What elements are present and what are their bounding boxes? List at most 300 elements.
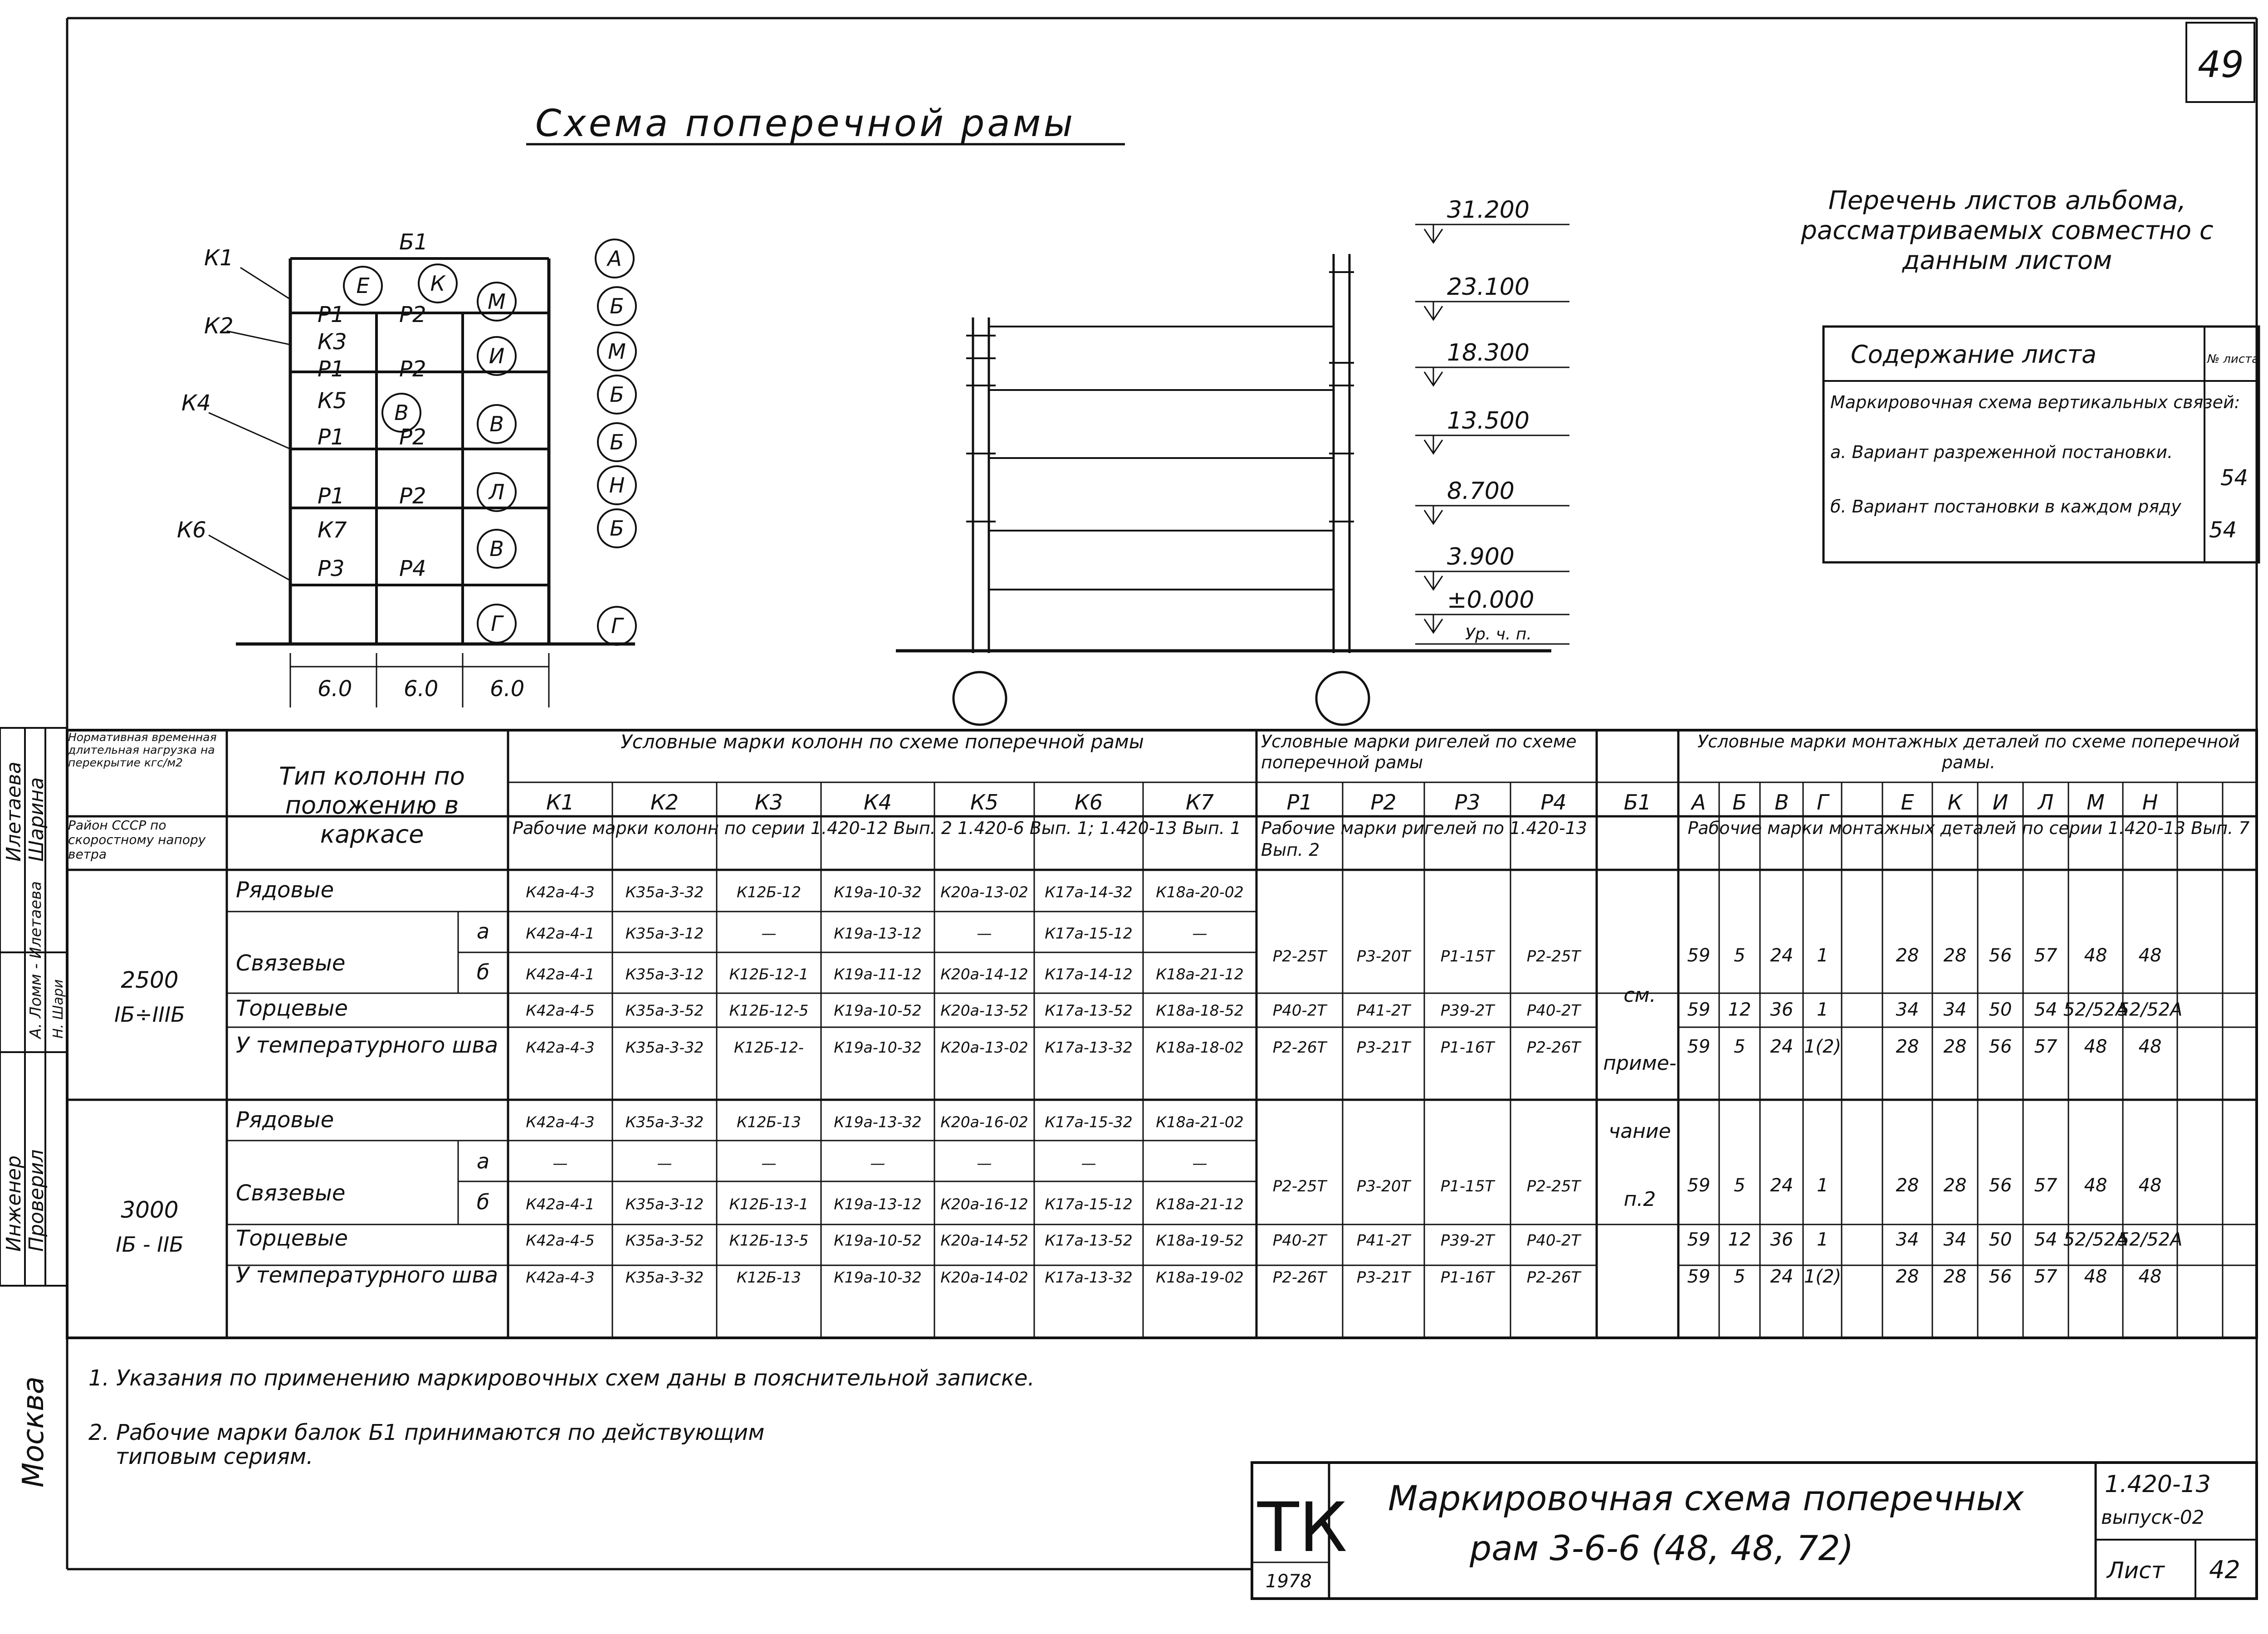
detail-mark-cell: 48 <box>2084 1175 2107 1196</box>
column-mark-cell: К42а-4-3 <box>526 1113 595 1131</box>
rigel-mark-cell: Р39-2Т <box>1440 1231 1495 1250</box>
svg-text:М: М <box>608 339 626 364</box>
detail-mark-cell: 1 <box>1817 1175 1828 1196</box>
stamp-signature: Н. Шари <box>50 979 66 1039</box>
rigel-mark-cell: Р3-20Т <box>1356 1177 1411 1195</box>
notes <box>88 1366 1035 1469</box>
drawing-title: рам 3-6-6 (48, 48, 72) <box>1470 1528 1854 1568</box>
column-mark-cell: К19а-13-12 <box>834 924 922 942</box>
merged-note: см. приме- чание п.2 <box>1603 984 1677 1211</box>
detail-mark-cell: 56 <box>1989 1266 2012 1288</box>
column-mark-header: К4 <box>864 790 892 815</box>
span-dim: 6.0 <box>490 676 525 702</box>
header-columns: Условные марки колонн по схеме поперечной рамы <box>621 731 1144 753</box>
series-no: 1.420-13 <box>2105 1471 2211 1498</box>
column-mark-cell: К19а-11-12 <box>834 965 922 983</box>
column-mark-cell: К35а-3-32 <box>625 1039 704 1057</box>
rigel-label: Р1 <box>318 356 345 382</box>
detail-mark-header: М <box>2087 790 2105 815</box>
detail-mark-cell: 1 <box>1817 999 1828 1020</box>
drawing-title: Маркировочная схема поперечных <box>1388 1478 2024 1518</box>
rigel-mark-cell: Р41-2Т <box>1356 1231 1411 1250</box>
column-mark-cell: К42а-4-1 <box>526 924 595 942</box>
svg-text:Б: Б <box>610 294 624 318</box>
column-label: К7 <box>318 517 347 543</box>
detail-mark-cell: 36 <box>1770 999 1794 1020</box>
detail-mark-cell: 1(2) <box>1804 1266 1842 1288</box>
rigel-mark-cell: Р2-25Т <box>1526 1177 1581 1195</box>
detail-mark-cell: 56 <box>1989 1036 2012 1058</box>
column-mark-cell: К20а-13-52 <box>940 1001 1028 1019</box>
column-mark-cell: К17а-14-12 <box>1045 965 1133 983</box>
column-mark-cell: К20а-14-12 <box>940 965 1028 983</box>
column-mark-cell: К17а-14-32 <box>1045 883 1133 901</box>
detail-mark-cell: 59 <box>1687 945 1711 966</box>
related-text: а. Вариант разреженной постановки. <box>1830 442 2173 462</box>
rigel-label: Р2 <box>399 356 426 382</box>
rigel-label: Р1 <box>318 483 345 509</box>
rigel-mark-cell: Р1-16Т <box>1440 1039 1495 1057</box>
column-mark-cell: — <box>657 1154 672 1172</box>
svg-text:Г: Г <box>611 614 623 638</box>
column-mark-cell: К42а-4-1 <box>526 965 595 983</box>
detail-mark-header: В <box>1774 790 1789 815</box>
column-label: К2 <box>204 313 234 339</box>
detail-mark-cell: 34 <box>1943 1229 1967 1250</box>
column-mark-cell: К20а-14-52 <box>940 1231 1028 1249</box>
column-label: К4 <box>181 390 211 416</box>
detail-mark-cell: 57 <box>2034 1036 2058 1058</box>
svg-text:Г: Г <box>491 611 503 636</box>
header-type: Тип колонн по положению в каркасе <box>279 762 465 849</box>
column-mark-header: К2 <box>650 790 679 815</box>
span-dim: 6.0 <box>318 676 352 702</box>
detail-circle <box>598 423 636 461</box>
column-label: К6 <box>177 517 206 543</box>
related-sheets <box>1760 186 2259 562</box>
detail-mark-cell: 48 <box>2084 1266 2107 1288</box>
detail-circle <box>478 283 516 321</box>
svg-text:Б: Б <box>610 430 624 454</box>
detail-mark-cell: 28 <box>1943 1175 1967 1196</box>
detail-circle <box>598 607 636 645</box>
column-mark-cell: К19а-10-32 <box>834 1039 922 1057</box>
svg-text:К: К <box>430 271 445 296</box>
rigel-label: Р4 <box>399 556 426 581</box>
column-mark-cell: К20а-13-02 <box>940 1039 1028 1057</box>
stamp-role: Проверил <box>25 1149 48 1252</box>
detail-circle <box>596 239 634 278</box>
detail-mark-header: Л <box>2038 790 2054 815</box>
column-mark-cell: — <box>552 1154 568 1172</box>
column-mark-cell: К18а-20-02 <box>1156 883 1244 901</box>
rigel-mark-cell: Р40-2Т <box>1526 1001 1581 1020</box>
column-mark-cell: К18а-21-12 <box>1156 965 1244 983</box>
column-mark-cell: — <box>1192 924 1207 942</box>
detail-mark-cell: 1 <box>1817 945 1828 966</box>
issue-no: выпуск-02 <box>2101 1506 2204 1528</box>
column-mark-header: К5 <box>970 790 998 815</box>
svg-text:В: В <box>489 537 504 561</box>
detail-mark-cell: 12 <box>1728 999 1751 1020</box>
rigel-mark-cell: Р3-21Т <box>1356 1039 1411 1057</box>
rigel-mark-cell: Р3-20Т <box>1356 947 1411 966</box>
detail-mark-cell: 50 <box>1989 999 2012 1020</box>
rigel-mark-cell: Р2-25Т <box>1526 947 1581 966</box>
column-mark-cell: К12Б-13-1 <box>729 1195 809 1213</box>
note-1: 1. Указания по применению маркировочных схем даны в пояснительной записке. <box>88 1366 1035 1391</box>
column-mark-cell: К42а-4-3 <box>526 1039 595 1057</box>
rigel-mark-cell: Р2-26Т <box>1526 1268 1581 1287</box>
column-label: К5 <box>318 388 347 414</box>
detail-circle <box>598 466 636 504</box>
column-mark-cell: — <box>870 1154 885 1172</box>
rigel-mark-cell: Р3-21Т <box>1356 1268 1411 1287</box>
svg-text:Н: Н <box>609 473 625 498</box>
column-mark-cell: К18а-18-52 <box>1156 1001 1244 1019</box>
detail-circle <box>478 337 516 375</box>
column-mark-cell: К12Б-13 <box>737 1268 801 1287</box>
group-region: IБ - IIБ <box>116 1232 184 1257</box>
detail-mark-cell: 54 <box>2034 999 2058 1020</box>
detail-mark-cell: 36 <box>1770 1229 1794 1250</box>
series-columns: Рабочие марки колонн по серии 1.420-12 Вып. 2 1.420-6 Вып. 1; 1.420-13 Вып. 1 <box>513 818 1242 838</box>
stamp-role: Инженер <box>2 1155 25 1252</box>
detail-mark-cell: 28 <box>1943 1266 1967 1288</box>
detail-mark-header: А <box>1691 790 1706 815</box>
rigel-label: Р2 <box>399 302 426 327</box>
column-mark-cell: К18а-21-02 <box>1156 1113 1244 1131</box>
group-load: 3000 <box>121 1197 179 1223</box>
column-mark-cell: К20а-13-02 <box>940 883 1028 901</box>
rigel-mark-cell: Р2-26Т <box>1272 1268 1327 1287</box>
detail-mark-header: К <box>1947 790 1963 815</box>
detail-mark-cell: 48 <box>2138 945 2162 966</box>
elevation-mark: 3.900 <box>1447 543 1515 571</box>
column-mark-cell: К18а-19-52 <box>1156 1231 1244 1249</box>
column-mark-cell: К18а-19-02 <box>1156 1268 1244 1287</box>
series-details: Рабочие марки монтажных деталей по серии 1.420-13 Вып. 7 <box>1687 818 2250 838</box>
column-mark-cell: К17а-13-52 <box>1045 1001 1133 1019</box>
elevation-mark: 31.200 <box>1447 196 1530 224</box>
rigel-label: Р1 <box>318 302 345 327</box>
header-details: Условные марки монтажных деталей по схеме поперечной рамы. <box>1697 732 2240 772</box>
detail-mark-cell: 52/52А <box>2063 999 2128 1020</box>
column-mark-cell: К12Б-13 <box>737 1113 801 1131</box>
detail-mark-cell: 12 <box>1728 1229 1751 1250</box>
page-number: 49 <box>2198 44 2244 86</box>
rigel-mark-cell: Р40-2Т <box>1526 1231 1581 1250</box>
title-logo: ТК <box>1257 1488 1348 1567</box>
header-rigels: Условные марки ригелей по схеме поперечной рамы <box>1261 732 1577 772</box>
elevation-mark: Ур. ч. п. <box>1465 625 1532 644</box>
detail-circle <box>598 376 636 414</box>
header-region: Район СССР по скоростному напору ветра <box>68 818 206 862</box>
column-mark-cell: К18а-18-02 <box>1156 1039 1244 1057</box>
marks-table-body <box>114 878 2182 1288</box>
detail-mark-cell: 59 <box>1687 999 1711 1020</box>
rigel-mark-cell: Р2-25Т <box>1272 1177 1327 1195</box>
elevation-mark: 18.300 <box>1447 339 1530 366</box>
detail-mark-cell: 24 <box>1770 1266 1794 1288</box>
column-mark-cell: К42а-4-3 <box>526 1268 595 1287</box>
rigel-mark-header: Р4 <box>1540 790 1567 815</box>
column-mark-header: К7 <box>1186 790 1214 815</box>
elevation-mark: 13.500 <box>1447 407 1530 434</box>
row-subtype: а <box>476 1149 490 1174</box>
detail-mark-cell: 34 <box>1896 999 1919 1020</box>
svg-text:В: В <box>489 412 504 436</box>
column-mark-cell: К19а-13-32 <box>834 1113 922 1131</box>
column-mark-cell: К19а-13-12 <box>834 1195 922 1213</box>
detail-mark-cell: 24 <box>1770 1036 1794 1058</box>
svg-text:Б: Б <box>610 382 624 407</box>
elevation-labels <box>1447 196 1534 644</box>
column-mark-cell: — <box>761 924 777 942</box>
row-subtype: а <box>476 919 490 944</box>
column-mark-cell: К18а-21-12 <box>1156 1195 1244 1213</box>
row-type: У температурного шва <box>236 1033 499 1058</box>
rigel-label: Р2 <box>399 424 426 450</box>
detail-mark-cell: 34 <box>1943 999 1967 1020</box>
detail-mark-cell: 59 <box>1687 1266 1711 1288</box>
row-type: Торцевые <box>236 995 348 1021</box>
detail-mark-cell: 28 <box>1896 1175 1919 1196</box>
column-mark-cell: К17а-15-32 <box>1045 1113 1133 1131</box>
rigel-label: Р1 <box>318 424 345 450</box>
detail-mark-cell: 28 <box>1943 945 1967 966</box>
column-mark-cell: К19а-10-52 <box>834 1001 922 1019</box>
column-mark-cell: — <box>1081 1154 1096 1172</box>
column-mark-cell: К17а-15-12 <box>1045 924 1133 942</box>
column-mark-cell: К42а-4-3 <box>526 883 595 901</box>
series-rigels: Рабочие марки ригелей по 1.420-13 Вып. 2 <box>1261 818 1587 860</box>
detail-mark-cell: 28 <box>1896 1036 1919 1058</box>
detail-mark-cell: 52/52А <box>2117 999 2183 1020</box>
column-mark-cell: К35а-3-52 <box>625 1001 704 1019</box>
span-dim: 6.0 <box>404 676 439 702</box>
detail-mark-cell: 59 <box>1687 1229 1711 1250</box>
related-text: Маркировочная схема вертикальных связей: <box>1830 392 2240 412</box>
column-mark-cell: К12Б-12-1 <box>729 965 809 983</box>
sheet-label: Лист <box>2107 1557 2165 1584</box>
column-mark-cell: К35а-3-12 <box>625 1195 704 1213</box>
column-mark-cell: К35а-3-32 <box>625 1268 704 1287</box>
detail-mark-cell: 48 <box>2138 1266 2162 1288</box>
row-subtype: б <box>476 960 490 985</box>
rigel-mark-cell: Р41-2Т <box>1356 1001 1411 1020</box>
column-mark-cell: К17а-13-52 <box>1045 1231 1133 1249</box>
rigel-mark-header: Р2 <box>1370 790 1397 815</box>
row-type: Рядовые <box>236 877 334 903</box>
column-mark-cell: К17а-15-12 <box>1045 1195 1133 1213</box>
detail-mark-cell: 48 <box>2138 1036 2162 1058</box>
detail-mark-cell: 1(2) <box>1804 1036 1842 1058</box>
column-mark-cell: К20а-16-12 <box>940 1195 1028 1213</box>
column-mark-cell: — <box>977 924 992 942</box>
rigel-mark-header: Б1 <box>1623 790 1652 815</box>
mark-headers <box>546 790 2158 815</box>
column-mark-cell: К17а-13-32 <box>1045 1268 1133 1287</box>
header-load: Нормативная временная длительная нагрузка на перекрытие кгс/м2 <box>68 731 217 769</box>
beam-label: Б1 <box>399 229 428 255</box>
detail-mark-cell: 52/52А <box>2063 1229 2128 1250</box>
detail-circle <box>598 287 636 325</box>
rigel-mark-cell: Р1-15Т <box>1440 947 1495 966</box>
column-mark-cell: К42а-4-5 <box>526 1001 595 1019</box>
column-mark-cell: — <box>977 1154 992 1172</box>
detail-mark-cell: 50 <box>1989 1229 2012 1250</box>
rigel-mark-cell: Р2-25Т <box>1272 947 1327 966</box>
column-label: К1 <box>204 245 234 271</box>
detail-circle <box>478 405 516 443</box>
column-mark-header: К6 <box>1075 790 1103 815</box>
row-type: Связевые <box>236 951 346 976</box>
svg-text:Л: Л <box>489 480 505 504</box>
rigel-mark-cell: Р1-16Т <box>1440 1268 1495 1287</box>
rigel-mark-cell: Р40-2Т <box>1272 1231 1327 1250</box>
detail-mark-cell: 57 <box>2034 1175 2058 1196</box>
rigel-label: Р3 <box>318 556 345 581</box>
detail-mark-cell: 28 <box>1896 945 1919 966</box>
note-2-cont: типовым сериям. <box>116 1444 313 1469</box>
elevation-mark: 8.700 <box>1447 478 1515 505</box>
sheet-number: 42 <box>2209 1556 2240 1584</box>
detail-circle <box>478 530 516 568</box>
related-text: б. Вариант постановки в каждом ряду <box>1830 497 2181 517</box>
column-mark-cell: К20а-16-02 <box>940 1113 1028 1131</box>
column-mark-cell: К20а-14-02 <box>940 1268 1028 1287</box>
stamp-name: Илетаева <box>2 761 25 862</box>
detail-mark-cell: 1 <box>1817 1229 1828 1250</box>
side-city: Москва <box>17 1376 50 1488</box>
rigel-mark-header: Р1 <box>1286 790 1313 815</box>
column-mark-cell: К17а-13-32 <box>1045 1039 1133 1057</box>
row-type: Торцевые <box>236 1225 348 1251</box>
related-heading: Перечень листов альбома, рассматриваемых совместно с данным листом <box>1801 186 2214 275</box>
svg-text:И: И <box>489 344 505 368</box>
column-mark-cell: К35а-3-12 <box>625 965 704 983</box>
detail-mark-cell: 57 <box>2034 1266 2058 1288</box>
detail-mark-cell: 28 <box>1943 1036 1967 1058</box>
column-mark-cell: К12Б-13-5 <box>729 1231 809 1249</box>
row-subtype: б <box>476 1190 490 1215</box>
elevation-mark: ±0.000 <box>1447 586 1535 614</box>
detail-mark-cell: 48 <box>2138 1175 2162 1196</box>
detail-mark-cell: 57 <box>2034 945 2058 966</box>
side-stamp-text <box>2 761 66 1488</box>
detail-mark-cell: 5 <box>1734 945 1745 966</box>
detail-circle <box>478 605 516 643</box>
page-title: Схема поперечной рамы <box>535 102 1076 145</box>
row-type: Связевые <box>236 1180 346 1206</box>
column-mark-header: К3 <box>755 790 783 815</box>
detail-mark-cell: 34 <box>1896 1229 1919 1250</box>
rigel-mark-cell: Р2-26Т <box>1526 1039 1581 1057</box>
svg-text:Б: Б <box>610 516 624 541</box>
detail-mark-header: Е <box>1901 790 1914 815</box>
rigel-mark-header: Р3 <box>1454 790 1481 815</box>
detail-mark-cell: 56 <box>1989 945 2012 966</box>
detail-mark-cell: 48 <box>2084 945 2107 966</box>
rigel-mark-cell: Р2-26Т <box>1272 1039 1327 1057</box>
edge-circles <box>596 239 636 645</box>
column-mark-cell: К42а-4-1 <box>526 1195 595 1213</box>
detail-circle <box>344 267 382 305</box>
rigel-mark-cell: Р39-2Т <box>1440 1001 1495 1020</box>
svg-text:В: В <box>394 400 409 425</box>
row-type: У температурного шва <box>236 1263 499 1288</box>
column-mark-cell: К35а-3-32 <box>625 883 704 901</box>
detail-mark-cell: 52/52А <box>2117 1229 2183 1250</box>
detail-mark-cell: 5 <box>1734 1175 1745 1196</box>
detail-mark-cell: 54 <box>2034 1229 2058 1250</box>
detail-circle <box>598 509 636 547</box>
rigel-mark-cell: Р1-15Т <box>1440 1177 1495 1195</box>
column-mark-cell: К19а-10-52 <box>834 1231 922 1249</box>
column-mark-cell: К12Б-12 <box>737 883 801 901</box>
column-mark-cell: К35а-3-32 <box>625 1113 704 1131</box>
detail-mark-header: Н <box>2142 790 2158 815</box>
detail-mark-cell: 48 <box>2084 1036 2107 1058</box>
detail-mark-header: Г <box>1817 790 1828 815</box>
group-load: 2500 <box>121 967 179 993</box>
detail-mark-header: И <box>1992 790 2009 815</box>
column-mark-cell: — <box>1192 1154 1207 1172</box>
svg-text:А: А <box>607 246 622 271</box>
stamp-signature: А. Ломм - Илетаева <box>27 881 45 1039</box>
detail-circle <box>598 332 636 371</box>
detail-mark-cell: 24 <box>1770 945 1794 966</box>
detail-mark-cell: 59 <box>1687 1175 1711 1196</box>
marks-table-headers <box>68 731 2254 869</box>
elevation-mark: 23.100 <box>1447 273 1530 301</box>
column-mark-cell: К19а-10-32 <box>834 1268 922 1287</box>
detail-mark-cell: 5 <box>1734 1266 1745 1288</box>
row-type: Рядовые <box>236 1107 334 1133</box>
rigel-mark-cell: Р40-2Т <box>1272 1001 1327 1020</box>
detail-circle <box>419 264 457 302</box>
column-mark-header: К1 <box>546 790 574 815</box>
title-year: 1978 <box>1266 1571 1312 1592</box>
column-mark-cell: — <box>761 1154 777 1172</box>
related-col-no: № листа <box>2207 352 2259 366</box>
column-mark-cell: К35а-3-12 <box>625 924 704 942</box>
rigel-label: Р2 <box>399 483 426 509</box>
related-col-content: Содержание листа <box>1851 340 2097 369</box>
svg-text:М: М <box>488 289 506 314</box>
group-region: IБ÷IIIБ <box>114 1002 185 1027</box>
column-mark-cell: К35а-3-52 <box>625 1231 704 1249</box>
detail-mark-cell: 56 <box>1989 1175 2012 1196</box>
column-mark-cell: К12Б-12-5 <box>729 1001 809 1019</box>
related-no: 54 <box>2209 517 2237 543</box>
detail-mark-cell: 28 <box>1896 1266 1919 1288</box>
svg-text:Е: Е <box>356 273 370 298</box>
detail-circle <box>478 473 516 511</box>
column-label: К3 <box>318 329 347 355</box>
note-2: 2. Рабочие марки балок Б1 принимаются по действующим <box>88 1420 765 1445</box>
detail-mark-cell: 59 <box>1687 1036 1711 1058</box>
related-no: 54 <box>2220 465 2248 491</box>
detail-mark-cell: 24 <box>1770 1175 1794 1196</box>
detail-mark-cell: 5 <box>1734 1036 1745 1058</box>
column-mark-cell: К19а-10-32 <box>834 883 922 901</box>
detail-mark-header: Б <box>1732 790 1747 815</box>
stamp-name: Шарина <box>25 777 48 862</box>
column-mark-cell: К12Б-12- <box>734 1039 804 1057</box>
column-mark-cell: К42а-4-5 <box>526 1231 595 1249</box>
